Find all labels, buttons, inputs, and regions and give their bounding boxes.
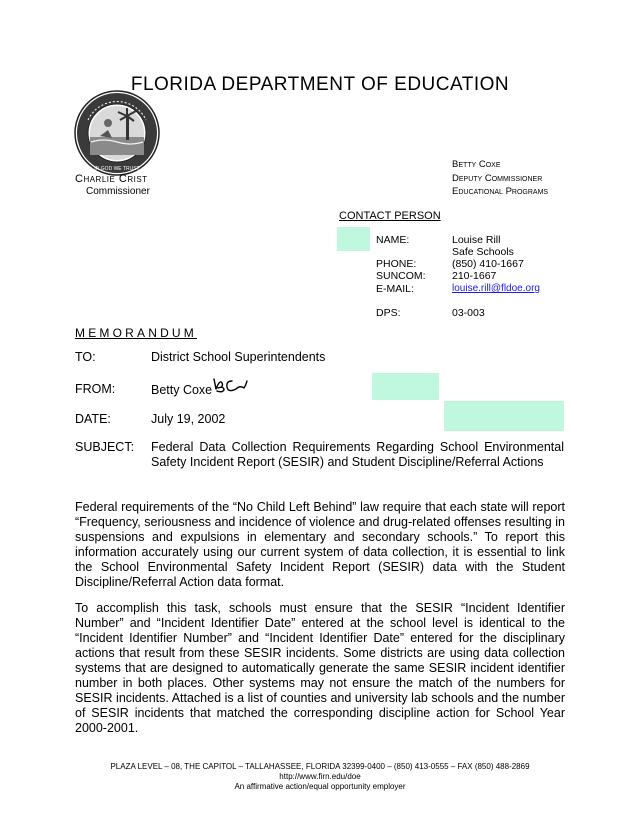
contact-suncom: 210-1667	[452, 270, 497, 282]
contact-name: Louise Rill	[452, 234, 501, 246]
deputy-title: Deputy Commissioner	[452, 172, 543, 184]
footer-address: PLAZA LEVEL – 08, THE CAPITOL – TALLAHASSEE, FLORIDA 32399-0400 – (850) 413-0555 – FAX (850) 488-2869	[110, 762, 530, 771]
deputy-block	[452, 158, 548, 199]
contact-email-link[interactable]: louise.rill@fldoe.org	[452, 283, 540, 294]
date-label: DATE:	[75, 412, 111, 426]
subject-label: SUBJECT:	[75, 440, 135, 454]
footer-website: http://www.firn.edu/doe	[279, 772, 361, 781]
contact-phone: (850) 410-1667	[452, 258, 524, 270]
commissioner-name: Charlie Crist	[75, 173, 148, 185]
state-seal-icon	[74, 90, 160, 176]
to-label: TO:	[75, 350, 96, 364]
date-value: July 19, 2002	[151, 412, 226, 426]
body-paragraph-2: To accomplish this task, schools must ensure that the SESIR “Incident Identifier Number” and “Incident Identifier Date” entered at the school level is identical to the “Incident Identifier Number” and “Incident Identifier Date” entered for the disciplinary actions that result from these SESIR incidents. Some districts are using data collection systems that are designed to automatically generate the same SESIR incident identifier number in both places. Other systems may not ensure the match of the numbers for SESIR incidents. Attached is a list of counties and university lab schools and the number of SESIR incidents that matched the corresponding discipline action for School Year 2000-2001.	[75, 601, 565, 735]
highlight-mark	[372, 373, 439, 400]
contact-email-label: E-MAIL:	[376, 283, 414, 295]
svg-text:IN GOD WE TRUST: IN GOD WE TRUST	[94, 166, 140, 172]
subject-text: Federal Data Collection Requirements Regarding School Environmental Safety Incident Report (SESIR) and Student Discipline/Referral Actions	[151, 440, 564, 469]
body-paragraph-1: Federal requirements of the “No Child Left Behind” law require that each state will report “Frequency, seriousness and incidence of violence and drug-related offenses resulting in suspensions and expulsions in elementary and secondary schools.” To report this information accurately using our current system of data collection, it is essential to link the School Environmental Safety Incident Report (SESIR) data with the Student Discipline/Referral Action data format.	[75, 500, 565, 589]
commissioner-title: Commissioner	[86, 186, 150, 197]
memorandum-heading: MEMORANDUM	[75, 326, 197, 340]
signature-initials	[212, 375, 248, 395]
dps-number: 03-003	[452, 307, 485, 319]
from-value: Betty Coxe	[151, 383, 213, 397]
to-value: District School Superintendents	[151, 350, 326, 364]
from-label: FROM:	[75, 382, 116, 396]
department-title: FLORIDA DEPARTMENT OF EDUCATION	[130, 74, 510, 95]
contact-office: Safe Schools	[452, 246, 514, 258]
dps-label: DPS:	[376, 307, 401, 319]
highlight-mark	[337, 227, 370, 251]
footer-notice: An affirmative action/equal opportunity employer	[234, 782, 406, 791]
deputy-name: Betty Coxe	[452, 159, 501, 170]
highlight-mark	[444, 401, 564, 431]
contact-heading: CONTACT PERSON	[339, 210, 441, 222]
contact-phone-label: PHONE:	[376, 258, 417, 270]
contact-suncom-label: SUNCOM:	[376, 270, 426, 282]
deputy-division: Educational Programs	[452, 186, 549, 197]
contact-name-label: NAME:	[376, 234, 410, 246]
